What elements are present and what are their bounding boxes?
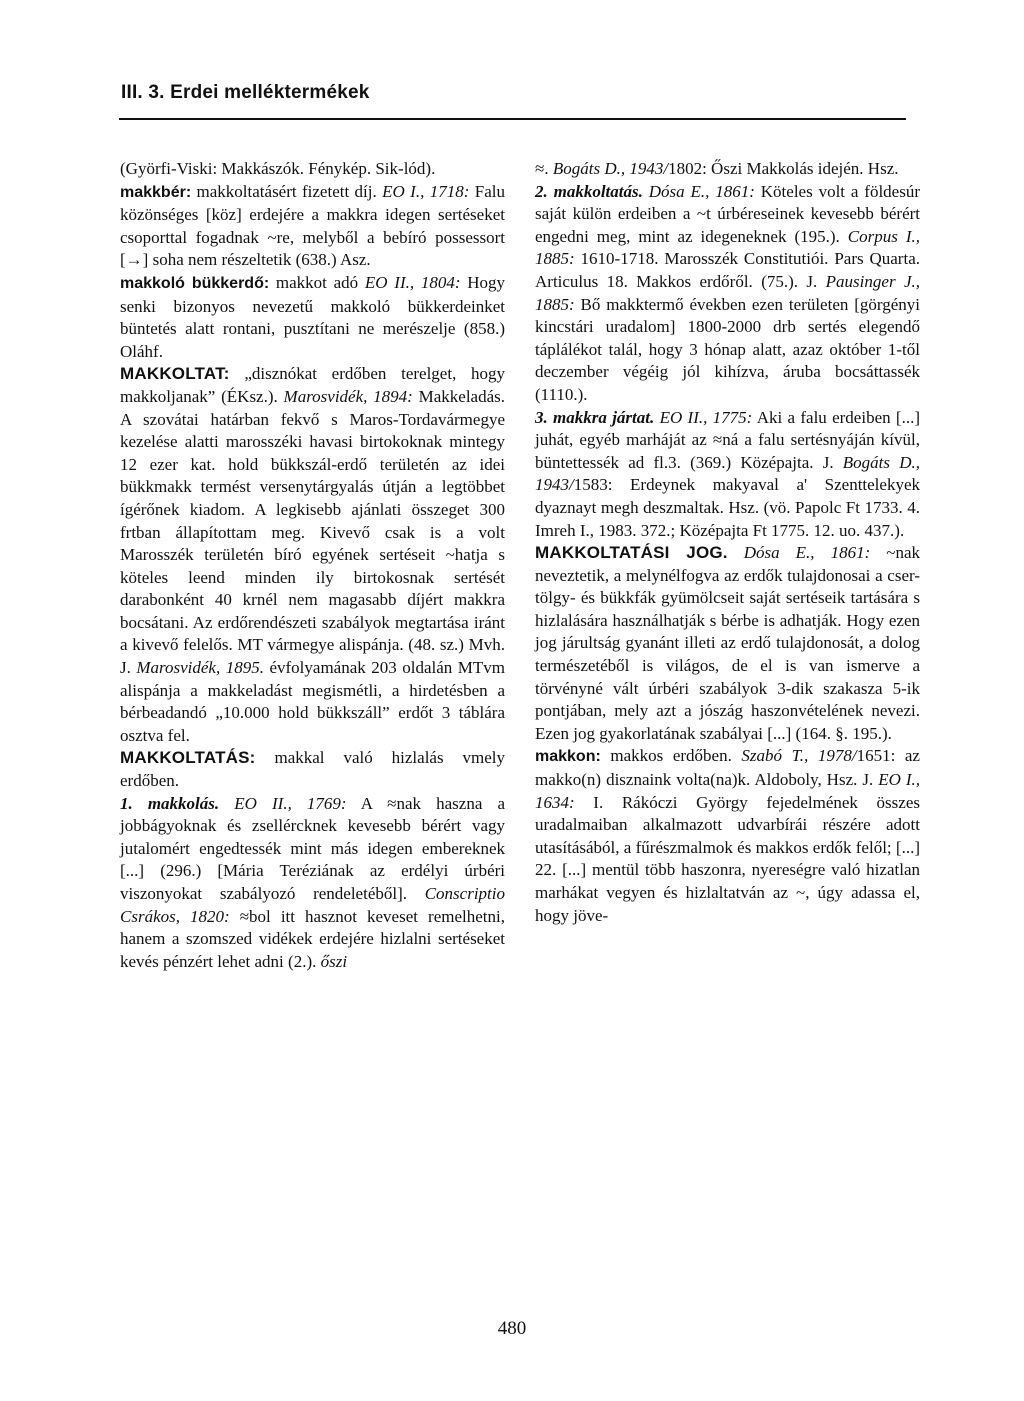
dictionary-entry: [120, 793, 505, 974]
entry-headword: MAKKOLTATÁS:: [120, 748, 256, 768]
entry-text: Hogy senki bizonyos nevezetű makkoló bükkerdeinket büntetés alatt rontani, pusztítani ne merészelje (858.) Oláhf.: [120, 272, 506, 361]
entry-text: Falu közönséges [köz] erdejére a makkra idegen sertéseket csoporttal fogadnak ~re, melyből a bebíró possessort [→] soha nem részeltetik (638.) Asz.: [120, 181, 505, 270]
entry-citation: Conscriptio Csrákos, 1820:: [120, 884, 505, 926]
entry-text: „disznókat erdőben terelget, hogy makkoljanak” (ÉKsz.).: [120, 364, 505, 406]
entry-citation: 3. makkra jártat.: [535, 407, 655, 427]
dictionary-entry: [535, 158, 920, 181]
header-rule: [119, 118, 906, 120]
dictionary-entry: [120, 181, 505, 272]
dictionary-entry: [120, 272, 505, 363]
entry-text: [728, 543, 744, 562]
entry-citation: Pausinger J., 1885:: [535, 271, 920, 314]
entry-text: I. Rákóczi György fejedelmének összes uradalmaiban alkalmazott udvarbírái részére adott utasításából, a fűrészmalmok és makkos erdők felől; [...] 22. [...] mentül több haszonra, nyereségre való hizatlan marhákat vegyen és hizlaltatván az ~, úgy adassa el, hogy jöve-: [535, 792, 920, 925]
entry-text: ≈.: [535, 159, 553, 178]
entry-headword: MAKKOLTAT:: [120, 364, 230, 384]
entry-citation: EO II., 1804:: [364, 272, 461, 292]
entry-citation: 1. makkolás.: [120, 793, 220, 813]
entry-headword: makkoló bükkerdő:: [120, 274, 270, 292]
entry-citation: Marosvidék, 1895.: [136, 658, 264, 678]
entry-citation: EO II., 1775:: [659, 407, 753, 427]
dictionary-entry: [535, 181, 920, 407]
entry-text: Makkeladás. A szovátai határban fekvő s Maros-Tordavármegye kezelése alatti marosszéki havasi birtokoknak mintegy 12 ezer kat. hold bükkszál-erdő területén az idei bükkmakk termést versenytárgyalás útján a legtöbbet ígérőnek kiadom. A legkisebb ajánlati összeget 300 frtban állapítottam meg. Kivevő csak is a volt Marosszék területén bíró egyének sertéseit ~hatja s köteles leend minden ily birtokosnak sertését darabonként 40 krnél nem magasabb díjért makkra bocsátani. Az erdőrendészeti szabályok megtartása iránt a kivevő felelős. MT vármegye alispánja. (48. sz.) Mvh. J.: [120, 386, 505, 678]
entry-text: 1651: az makko(n) disznaink volta(na)k. Aldoboly, Hsz. J.: [535, 746, 920, 790]
entry-text: ≈bol itt hasznot keveset remelhetni, hanem a szomszed vidékek erdejére hizlalni sertéseket kevés pénzért lehet adni (2.).: [120, 906, 505, 971]
left-column: [120, 158, 505, 973]
entry-text: évfolyamának 203 oldalán MTvm alispánja a makkeladást megismétli, a hirdetésben a bérbeadandó „10.000 hold bükkszáll” erdőt 3 táblára osztva fel.: [120, 658, 505, 745]
entry-citation: Szabó T., 1978/: [741, 746, 857, 766]
entry-headword: makkon:: [535, 748, 601, 766]
page-number: 480: [497, 1318, 527, 1339]
dictionary-entry: [120, 158, 505, 181]
entry-text: Bő makktermő években ezen területen [görgényi kincstári uradalom] 1800-2000 drb sertés elegendő táplálékot talál, hogy 3 hónap alatt, azaz október 1-től deczember végéig jól kihízva, áruba bocsáttassék (1110.).: [535, 294, 920, 404]
running-header: III. 3. Erdei melléktermékek: [121, 82, 370, 103]
entry-text: ~nak neveztetik, a melynélfogva az erdők tulajdonosai a cser- tölgy- és bükkfák gyümölcseit saját sertéseik tartására s hizlalására használhatják s bérbe is adhatják. Hogy ezen jog járultság gyanánt illeti az erdő tulajdonosát, a dolog természetéből is világos, de el is van ismerve a törvényné vált úrbéri szabályok 3-dik szakasza 5-ik pontjában, mely azt a jószág haszonvételének nevezi. Ezen jog gyakorlatának szabályai [...] (164. §. 195.).: [535, 543, 920, 743]
entry-text: 1583: Erdeynek makyaval a' Szenttelekyek dyaznayt megh deszmaltak. Hsz. (vö. Papolc Ft 1733. 4. Imreh I., 1983. 372.; Középajta Ft 1775. 12. uo. 437.).: [535, 475, 920, 540]
entry-text: 1802: Őszi Makkolás idején. Hsz.: [668, 159, 899, 178]
entry-citation: Dósa E., 1861:: [743, 543, 871, 563]
entry-citation: Dósa E., 1861:: [648, 181, 755, 201]
right-column: [535, 158, 920, 927]
entry-citation: Marosvidék, 1894:: [283, 386, 413, 406]
dictionary-entry: [535, 745, 920, 927]
entry-citation: Bogáts D., 1943/: [535, 452, 921, 495]
entry-citation: Corpus I., 1885:: [535, 226, 921, 269]
entry-text: [219, 794, 234, 813]
dictionary-entry: [120, 747, 505, 792]
entry-text: makkoltatásért fizetett díj.: [191, 181, 383, 201]
entry-text: makkos erdőben.: [600, 746, 742, 766]
entry-headword: makkbér:: [120, 183, 192, 201]
entry-citation: őszi: [320, 951, 348, 971]
entry-text: A ≈nak haszna a jobbágyoknak és zsellércknek kevesebb bérért vagy jutalomért engedtessék mint más idegen embereknek [...] (296.) [Mária Teréziának az erdélyi úrbéri viszonyokat szabályozó rendeletéből].: [120, 793, 506, 903]
entry-text: Aki a falu erdeiben [...] juhát, egyéb marháját az ≈ná a falu sertésnyáján kívül, büntettessék ad fl.3. (369.) Középajta. J.: [535, 407, 920, 472]
entry-text: makkal való hizlalás vmely erdőben.: [120, 748, 505, 791]
entry-citation: EO I., 1718:: [382, 181, 470, 201]
entry-citation: 2. makkoltatás.: [535, 181, 643, 201]
entry-text: (Györfi-Viski: Makkászók. Fénykép. Sik-lód).: [120, 159, 436, 178]
dictionary-entry: [535, 407, 920, 543]
entry-citation: EO I., 1634:: [535, 770, 921, 812]
entry-citation: EO II., 1769:: [234, 793, 347, 813]
dictionary-entry: [535, 542, 920, 745]
entry-text: Köteles volt a földesúr saját külön erdeiben a ~t úrbéreseinek kevesebb bérért engedni meg, mint az idegeneknek (195.).: [535, 181, 920, 246]
entry-text: makkot adó: [269, 272, 365, 292]
dictionary-entry: [120, 363, 505, 747]
entry-headword: MAKKOLTATÁSI JOG.: [535, 543, 728, 563]
entry-text: 1610-1718. Marosszék Constitutiói. Pars Quarta. Articulus 18. Makkos erdőről. (75.). J.: [535, 249, 920, 291]
entry-citation: Bogáts D., 1943/: [552, 159, 669, 178]
